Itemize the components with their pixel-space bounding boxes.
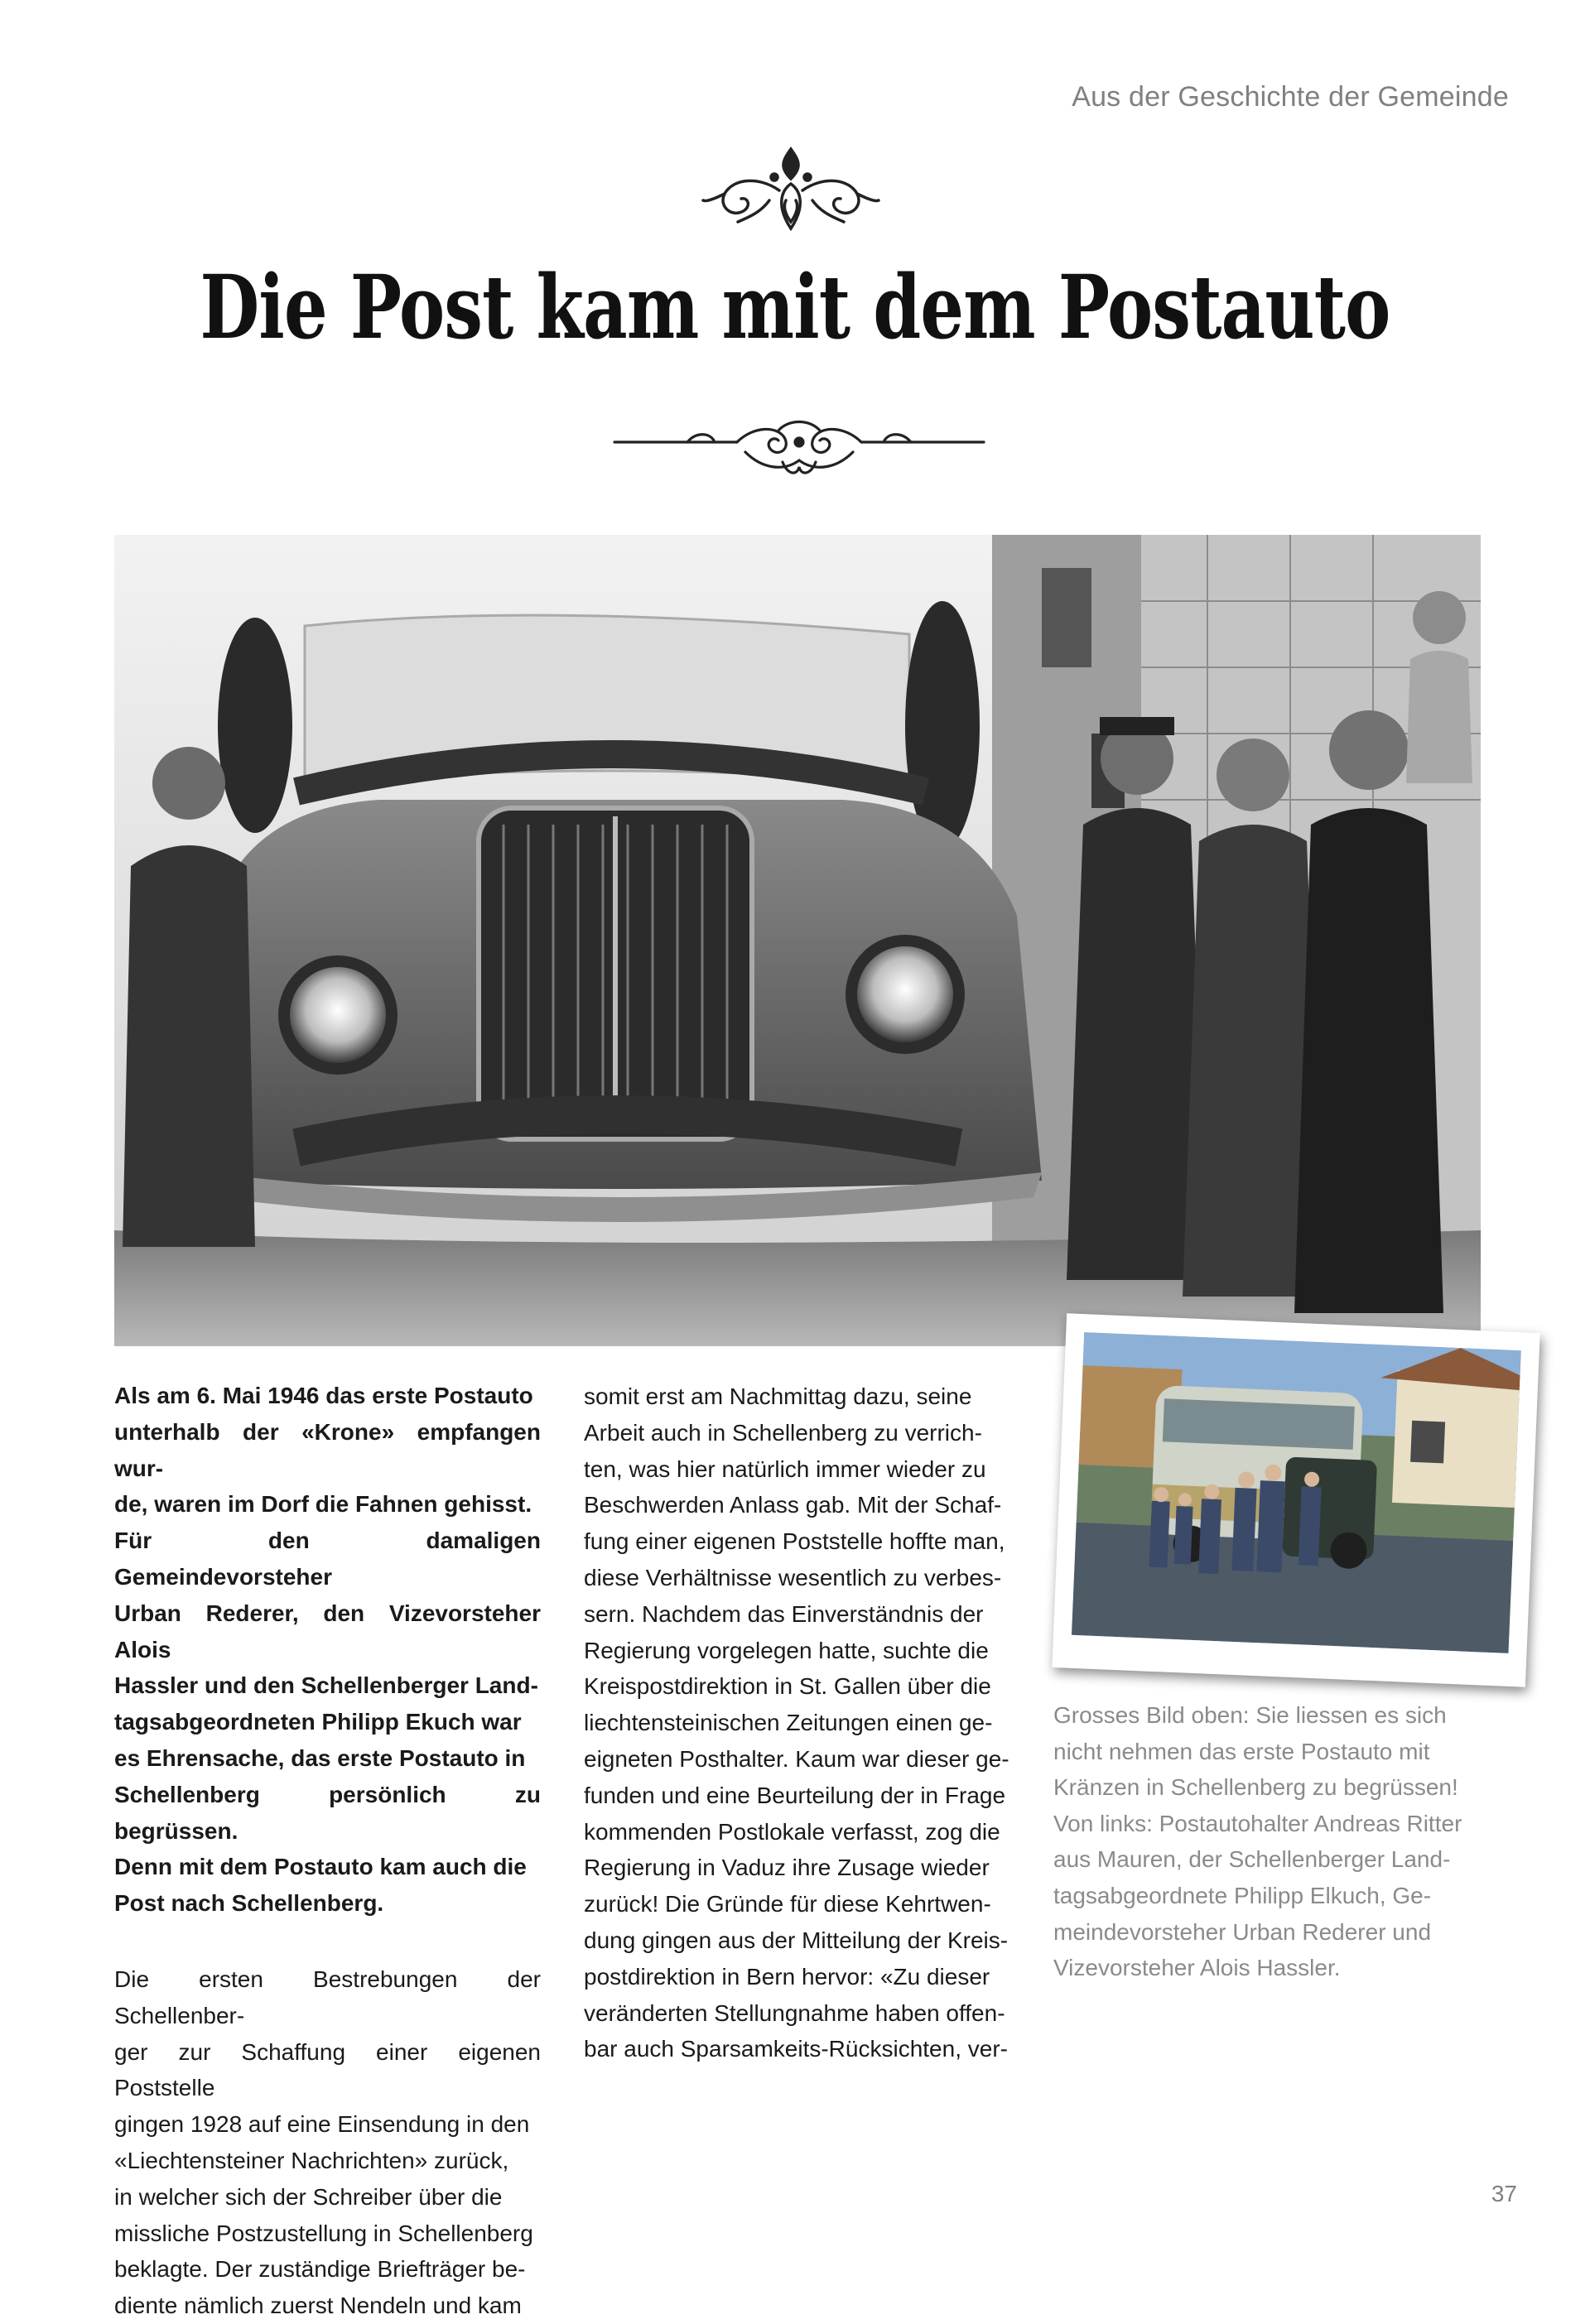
small-photo-frame bbox=[1052, 1313, 1539, 1687]
caption-line: Von links: Postautohalter Andreas Ritter bbox=[1053, 1810, 1462, 1836]
main-photo bbox=[114, 535, 1481, 1346]
body-line: Regierung vorgelegen hatte, suchte die bbox=[584, 1637, 989, 1663]
body-line: diese Verhältnisse wesentlich zu verbes- bbox=[584, 1564, 1002, 1590]
body-line: diente nämlich zuerst Nendeln und kam bbox=[114, 2293, 522, 2319]
body-line: missliche Postzustellung in Schellenberg bbox=[114, 2220, 533, 2246]
lead-line: de, waren im Dorf die Fahnen gehisst. bbox=[114, 1491, 532, 1518]
main-photo-image bbox=[114, 535, 1481, 1346]
caption-line: Vizevorsteher Alois Hassler. bbox=[1053, 1955, 1341, 1981]
photo-caption bbox=[1053, 1697, 1486, 1986]
body-line: «Liechtensteiner Nachrichten» zurück, bbox=[114, 2147, 509, 2173]
caption-line: Grosses Bild oben: Sie liessen es sich bbox=[1053, 1702, 1447, 1728]
ornament-divider-icon bbox=[613, 414, 985, 480]
lead-line: Denn mit dem Postauto kam auch die bbox=[114, 1854, 527, 1880]
body-line: eigneten Posthalter. Kaum war dieser ge- bbox=[584, 1745, 1009, 1772]
body-line: funden und eine Beurteilung der in Frage bbox=[584, 1782, 1006, 1808]
small-photo bbox=[1072, 1332, 1521, 1653]
body-line: bar auch Sparsamkeits-Rücksichten, ver- bbox=[584, 2036, 1008, 2062]
caption-line: aus Mauren, der Schellenberger Land- bbox=[1053, 1846, 1451, 1873]
ornament-top-icon bbox=[700, 142, 882, 242]
lead-line: Hassler und den Schellenberger Land- bbox=[114, 1672, 538, 1699]
body-line: ger zur Schaffung einer eigenen Poststelle bbox=[114, 2038, 541, 2101]
section-header: Aus der Geschichte der Gemeinde bbox=[1072, 81, 1509, 113]
body-paragraph bbox=[114, 1961, 541, 2324]
body-line: sern. Nachdem das Einverständnis der bbox=[584, 1600, 984, 1627]
body-line: kommenden Postlokale verfasst, zog die bbox=[584, 1818, 1000, 1845]
lead-line: Urban Rederer, den Vizevorsteher Alois bbox=[114, 1600, 541, 1662]
caption-line: meindevorsteher Urban Rederer und bbox=[1053, 1918, 1432, 1945]
body-line: dung gingen aus der Mitteilung der Kreis- bbox=[584, 1927, 1009, 1953]
body-line: fung einer eigenen Poststelle hoffte man, bbox=[584, 1528, 1005, 1555]
body-line: liechtensteinischen Zeitungen einen ge- bbox=[584, 1710, 993, 1736]
lead-line: Für den damaligen Gemeindevorsteher bbox=[114, 1528, 541, 1590]
body-paragraph bbox=[584, 1379, 1010, 2067]
caption-line: nicht nehmen das erste Postauto mit bbox=[1053, 1738, 1430, 1764]
caption-line: Kränzen in Schellenberg zu begrüssen! bbox=[1053, 1774, 1458, 1801]
lead-paragraph bbox=[114, 1378, 541, 1922]
text-column-1 bbox=[114, 1378, 541, 2324]
body-line: ten, was hier natürlich immer wieder zu bbox=[584, 1456, 986, 1482]
body-line: gingen 1928 auf eine Einsendung in den bbox=[114, 2111, 530, 2138]
text-column-2 bbox=[584, 1379, 1010, 2067]
body-line: Kreispostdirektion in St. Gallen über die bbox=[584, 1673, 991, 1700]
body-line: postdirektion in Bern hervor: «Zu dieser bbox=[584, 1963, 990, 1990]
caption-line: tagsabgeordnete Philipp Elkuch, Ge- bbox=[1053, 1882, 1432, 1908]
body-line: somit erst am Nachmittag dazu, seine bbox=[584, 1383, 972, 1409]
page-title: Die Post kam mit dem Postauto bbox=[200, 255, 1390, 358]
body-line: Beschwerden Anlass gab. Mit der Schaf- bbox=[584, 1492, 1002, 1518]
body-line: Regierung in Vaduz ihre Zusage wieder bbox=[584, 1855, 990, 1881]
body-line: veränderten Stellungnahme haben offen- bbox=[584, 1999, 1005, 2026]
lead-line: Post nach Schellenberg. bbox=[114, 1890, 384, 1917]
small-photo-image bbox=[1072, 1332, 1521, 1653]
body-line: Die ersten Bestrebungen der Schellenber- bbox=[114, 1966, 541, 2028]
lead-line: Schellenberg persönlich zu begrüssen. bbox=[114, 1781, 541, 1844]
body-line: in welcher sich der Schreiber über die bbox=[114, 2183, 503, 2210]
page-number: 37 bbox=[1491, 2181, 1517, 2206]
body-line: zurück! Die Gründe für diese Kehrtwen- bbox=[584, 1891, 991, 1917]
lead-line: unterhalb der «Krone» empfangen wur- bbox=[114, 1418, 541, 1481]
body-line: Arbeit auch in Schellenberg zu verrich- bbox=[584, 1419, 982, 1446]
lead-line: tagsabgeordneten Philipp Ekuch war bbox=[114, 1709, 522, 1735]
lead-line: Als am 6. Mai 1946 das erste Postauto bbox=[114, 1383, 533, 1408]
body-line: beklagte. Der zuständige Briefträger be- bbox=[114, 2256, 526, 2283]
lead-line: es Ehrensache, das erste Postauto in bbox=[114, 1744, 526, 1771]
